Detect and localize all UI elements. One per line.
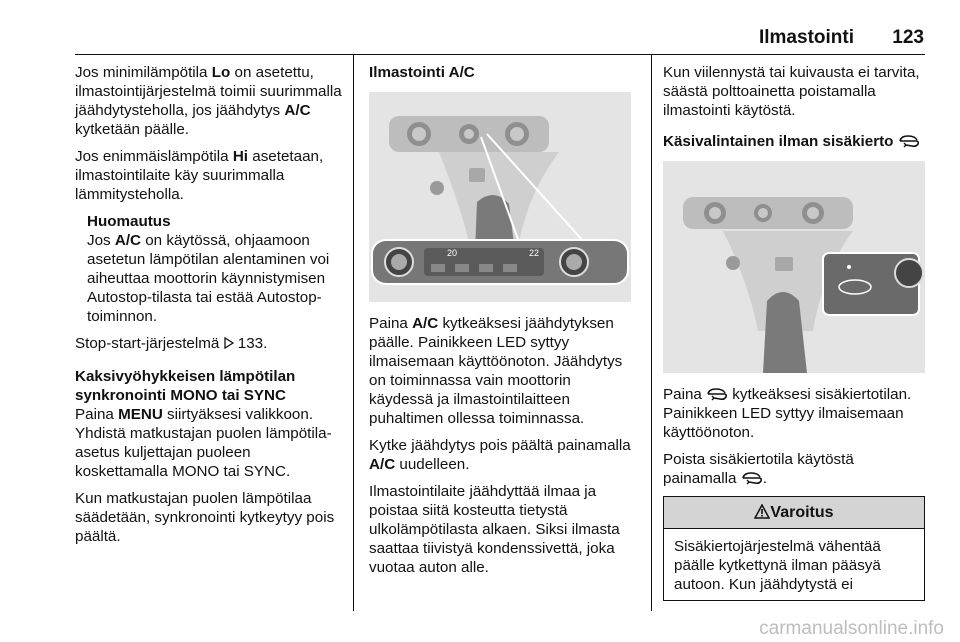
- display-temp-left: 20: [447, 248, 458, 258]
- display-temp-right: 22: [529, 248, 540, 258]
- note-box: [75, 212, 345, 326]
- recirculation-panel-illustration: [663, 161, 925, 373]
- section-heading-sync: Kaksivyöhykkeisen lämpötilan synkronointi MONO tai SYNC: [75, 368, 296, 404]
- section-heading-recirculation: Käsivalintainen ilman sisäkierto: [663, 132, 931, 151]
- left-column: [75, 63, 345, 554]
- warning-text: Sisäkiertojärjestelmä vähentää päälle kytkettynä ilman pääsyä autoon. Kun jäähdytystä ei: [674, 538, 881, 593]
- warning-box: [663, 496, 925, 601]
- ac-panel-illustration: [369, 92, 631, 302]
- note-title: Huomautus: [87, 213, 171, 230]
- note-text: Jos A/C on käytössä, ohjaamoon asetetun lämpötilan alentaminen voi aiheuttaa moottorin käynnistymisen Autostop-tilasta tai estää Autostop-toiminnon.: [87, 232, 330, 325]
- recirculation-icon: [706, 387, 728, 401]
- paragraph-ac-off: Kytke jäähdytys pois päältä painamalla A/C uudelleen.: [369, 437, 631, 473]
- paragraph-condensation: Ilmastointilaite jäähdyttää ilmaa ja poistaa siitä kosteutta tietystä ulkolämpötilasta alkaen. Siksi ilmasta saattaa tiivistyä kondenssivettä, joka vuotaa auton alle.: [369, 483, 620, 576]
- warning-triangle-icon: [754, 504, 770, 519]
- warning-header: Varoitus: [664, 497, 924, 529]
- column-divider-1: [353, 55, 354, 611]
- dashboard-illustration-2: [663, 161, 925, 373]
- paragraph-recirc-on: Paina kytkeäksesi sisäkiertotilan. Painikkeen LED syttyy ilmaisemaan käyttöönoton.: [663, 386, 912, 441]
- paragraph-max-temp: Jos enimmäislämpötila Hi asetetaan, ilmastointilaite käy suurimmalla lämmitysteholla.: [75, 148, 324, 203]
- paragraph-menu: Paina MENU siirtyäksesi valikkoon. Yhdistä matkustajan puolen lämpötila-asetus kuljettajan puoleen koskettamalla MONO tai SYNC.: [75, 406, 332, 480]
- paragraph-sync-off: Kun matkustajan puolen lämpötilaa säädetään, synkronointi kytkeytyy pois päältä.: [75, 490, 335, 545]
- paragraph-save-fuel: Kun viilennystä tai kuivausta ei tarvita, säästä polttoainetta poistamalla ilmastointi käytöstä.: [663, 64, 920, 119]
- recirculation-icon: [741, 471, 763, 485]
- watermark: carmanualsonline.info: [759, 618, 944, 639]
- paragraph-min-temp: Jos minimilämpötila Lo on asetettu, ilmastointijärjestelmä toimii suurimmalla jäähdytysteholla, jos jäähdytys A/C kytketään päälle.: [75, 64, 342, 138]
- middle-column: [369, 63, 635, 585]
- header-rule: [75, 54, 925, 55]
- page-header: [0, 28, 960, 54]
- paragraph-ac-on: Paina A/C kytkeäksesi jäähdytyksen päälle. Painikkeen LED syttyy ilmaisemaan käyttöönoton. Jäähdytys on toiminnassa vain moottorin käydessä ja ilmastointilaitteen puhaltimen ollessa toiminnassa.: [369, 315, 623, 427]
- paragraph-recirc-off: Poista sisäkiertotila käytöstä painamalla .: [663, 451, 854, 487]
- page-number: 123: [892, 27, 924, 48]
- column-divider-2: [651, 55, 652, 611]
- dashboard-illustration: [369, 92, 631, 302]
- page-title: Ilmastointi: [758, 27, 854, 48]
- right-column: [663, 63, 931, 601]
- stop-start-reference[interactable]: Stop-start-järjestelmä 133.: [75, 335, 268, 352]
- section-heading-ac: Ilmastointi A/C: [369, 64, 475, 81]
- recirculation-icon: [898, 134, 920, 148]
- arrow-right-icon: [224, 337, 234, 349]
